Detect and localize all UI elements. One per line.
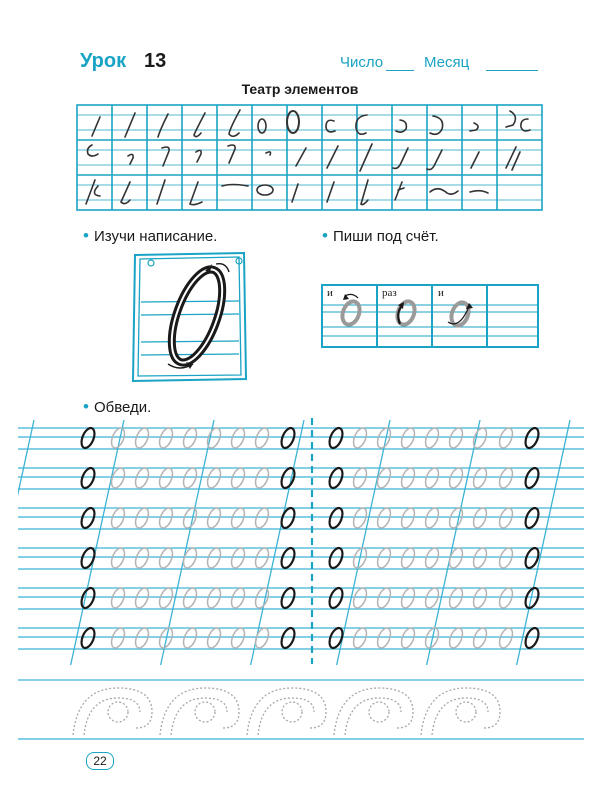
- trace-letter[interactable]: [181, 426, 199, 450]
- trace-letter[interactable]: [471, 626, 489, 650]
- trace-letter[interactable]: [471, 466, 489, 490]
- trace-letter[interactable]: [205, 546, 223, 570]
- trace-letter[interactable]: [423, 466, 441, 490]
- trace-letter[interactable]: [109, 546, 127, 570]
- trace-letter[interactable]: [229, 506, 247, 530]
- trace-letter[interactable]: [497, 586, 515, 610]
- trace-letter[interactable]: [447, 466, 465, 490]
- sample-letter[interactable]: [79, 546, 97, 570]
- day-label: Число: [340, 54, 384, 71]
- trace-letter[interactable]: [253, 466, 271, 490]
- sample-letter[interactable]: [327, 506, 345, 530]
- sample-letter[interactable]: [279, 626, 297, 650]
- task-trace-text: Обведи.: [93, 399, 152, 416]
- trace-letter[interactable]: [205, 586, 223, 610]
- trace-letter[interactable]: [375, 466, 393, 490]
- trace-letter[interactable]: [351, 426, 369, 450]
- trace-letter[interactable]: [253, 626, 271, 650]
- trace-letter[interactable]: [157, 586, 175, 610]
- sample-letter[interactable]: [279, 546, 297, 570]
- trace-letter[interactable]: [109, 426, 127, 450]
- trace-letter[interactable]: [109, 626, 127, 650]
- trace-letter[interactable]: [375, 426, 393, 450]
- sample-letter[interactable]: [279, 586, 297, 610]
- trace-letter[interactable]: [375, 546, 393, 570]
- trace-letter[interactable]: [447, 546, 465, 570]
- trace-letter[interactable]: [423, 506, 441, 530]
- trace-letter[interactable]: [497, 466, 515, 490]
- trace-letter[interactable]: [253, 586, 271, 610]
- trace-letter[interactable]: [447, 586, 465, 610]
- sample-letter[interactable]: [327, 626, 345, 650]
- trace-letter[interactable]: [205, 626, 223, 650]
- trace-letter[interactable]: [375, 506, 393, 530]
- sample-letter[interactable]: [79, 426, 97, 450]
- trace-letter[interactable]: [181, 546, 199, 570]
- trace-letter[interactable]: [253, 546, 271, 570]
- trace-letter[interactable]: [205, 426, 223, 450]
- count-word-3: и: [438, 287, 444, 299]
- trace-letter[interactable]: [229, 586, 247, 610]
- trace-letter[interactable]: [109, 506, 127, 530]
- trace-letter[interactable]: [471, 586, 489, 610]
- trace-letter[interactable]: [205, 506, 223, 530]
- sample-letter[interactable]: [523, 586, 541, 610]
- trace-letter[interactable]: [157, 506, 175, 530]
- sample-letter[interactable]: [327, 586, 345, 610]
- trace-letter[interactable]: [253, 426, 271, 450]
- task-count-text: Пиши под счёт.: [332, 228, 439, 245]
- sample-letter[interactable]: [327, 546, 345, 570]
- trace-letter[interactable]: [229, 546, 247, 570]
- wave-center-circle: [369, 702, 389, 722]
- letter-study-card: [133, 253, 246, 381]
- trace-letter[interactable]: [471, 506, 489, 530]
- trace-letter[interactable]: [399, 626, 417, 650]
- trace-letter[interactable]: [229, 426, 247, 450]
- bullet-icon: •: [83, 226, 89, 245]
- trace-letter[interactable]: [133, 546, 151, 570]
- bullet-icon: •: [83, 397, 89, 416]
- trace-letter[interactable]: [157, 466, 175, 490]
- trace-letter[interactable]: [229, 626, 247, 650]
- trace-letter[interactable]: [399, 506, 417, 530]
- trace-letter[interactable]: [497, 546, 515, 570]
- trace-letter[interactable]: [399, 426, 417, 450]
- trace-letter[interactable]: [133, 586, 151, 610]
- trace-letter[interactable]: [399, 546, 417, 570]
- page-number: 22: [86, 752, 114, 770]
- trace-letter[interactable]: [423, 586, 441, 610]
- trace-letter[interactable]: [109, 466, 127, 490]
- trace-letter[interactable]: [497, 626, 515, 650]
- trace-letter[interactable]: [399, 586, 417, 610]
- task-study-text: Изучи написание.: [93, 228, 218, 245]
- trace-letter[interactable]: [133, 466, 151, 490]
- sample-letter[interactable]: [279, 506, 297, 530]
- trace-letter[interactable]: [423, 426, 441, 450]
- month-label: Месяц: [424, 54, 470, 71]
- trace-letter[interactable]: [447, 426, 465, 450]
- tracing-lines: [18, 428, 584, 649]
- trace-letter[interactable]: [181, 506, 199, 530]
- sample-letter[interactable]: [79, 466, 97, 490]
- sample-letter[interactable]: [523, 626, 541, 650]
- wave-center-circle: [108, 702, 128, 722]
- wave-center-circle: [456, 702, 476, 722]
- sample-letter[interactable]: [327, 466, 345, 490]
- element-grid: [77, 105, 542, 210]
- lesson-number: 13: [144, 50, 167, 72]
- sample-letter[interactable]: [279, 466, 297, 490]
- trace-letter[interactable]: [181, 586, 199, 610]
- trace-letter[interactable]: [375, 626, 393, 650]
- trace-letter[interactable]: [447, 506, 465, 530]
- lesson-word: Урок: [80, 50, 127, 72]
- bullet-icon: •: [322, 226, 328, 245]
- sample-letter[interactable]: [523, 466, 541, 490]
- sample-letter[interactable]: [79, 586, 97, 610]
- wave-tracing: [18, 680, 584, 739]
- trace-letter[interactable]: [133, 626, 151, 650]
- count-word-1: и: [327, 287, 333, 299]
- trace-letter[interactable]: [181, 466, 199, 490]
- trace-letter[interactable]: [157, 426, 175, 450]
- trace-letter[interactable]: [497, 506, 515, 530]
- count-word-2: раз: [382, 287, 397, 299]
- trace-letter[interactable]: [351, 466, 369, 490]
- trace-letter[interactable]: [205, 466, 223, 490]
- trace-letter[interactable]: [109, 586, 127, 610]
- trace-letter[interactable]: [471, 546, 489, 570]
- trace-letter[interactable]: [229, 466, 247, 490]
- trace-letter[interactable]: [133, 426, 151, 450]
- handwriting-elements: [86, 110, 530, 205]
- trace-letter[interactable]: [181, 626, 199, 650]
- trace-letter[interactable]: [375, 586, 393, 610]
- trace-letter[interactable]: [399, 466, 417, 490]
- trace-letter[interactable]: [253, 506, 271, 530]
- sample-letter[interactable]: [327, 426, 345, 450]
- wave-center-circle: [282, 702, 302, 722]
- section-title: Театр элементов: [241, 81, 359, 97]
- counting-grid: [322, 285, 538, 347]
- sample-letter[interactable]: [523, 506, 541, 530]
- trace-letter[interactable]: [447, 626, 465, 650]
- sample-letter[interactable]: [79, 506, 97, 530]
- trace-letter[interactable]: [471, 426, 489, 450]
- trace-letter[interactable]: [423, 546, 441, 570]
- trace-letter[interactable]: [497, 426, 515, 450]
- trace-letter[interactable]: [133, 506, 151, 530]
- sample-letter[interactable]: [279, 426, 297, 450]
- sample-letter[interactable]: [79, 626, 97, 650]
- slant-lines: [0, 420, 600, 668]
- trace-letter[interactable]: [351, 626, 369, 650]
- wave-center-circle: [195, 702, 215, 722]
- sample-letter[interactable]: [523, 426, 541, 450]
- trace-letter[interactable]: [157, 546, 175, 570]
